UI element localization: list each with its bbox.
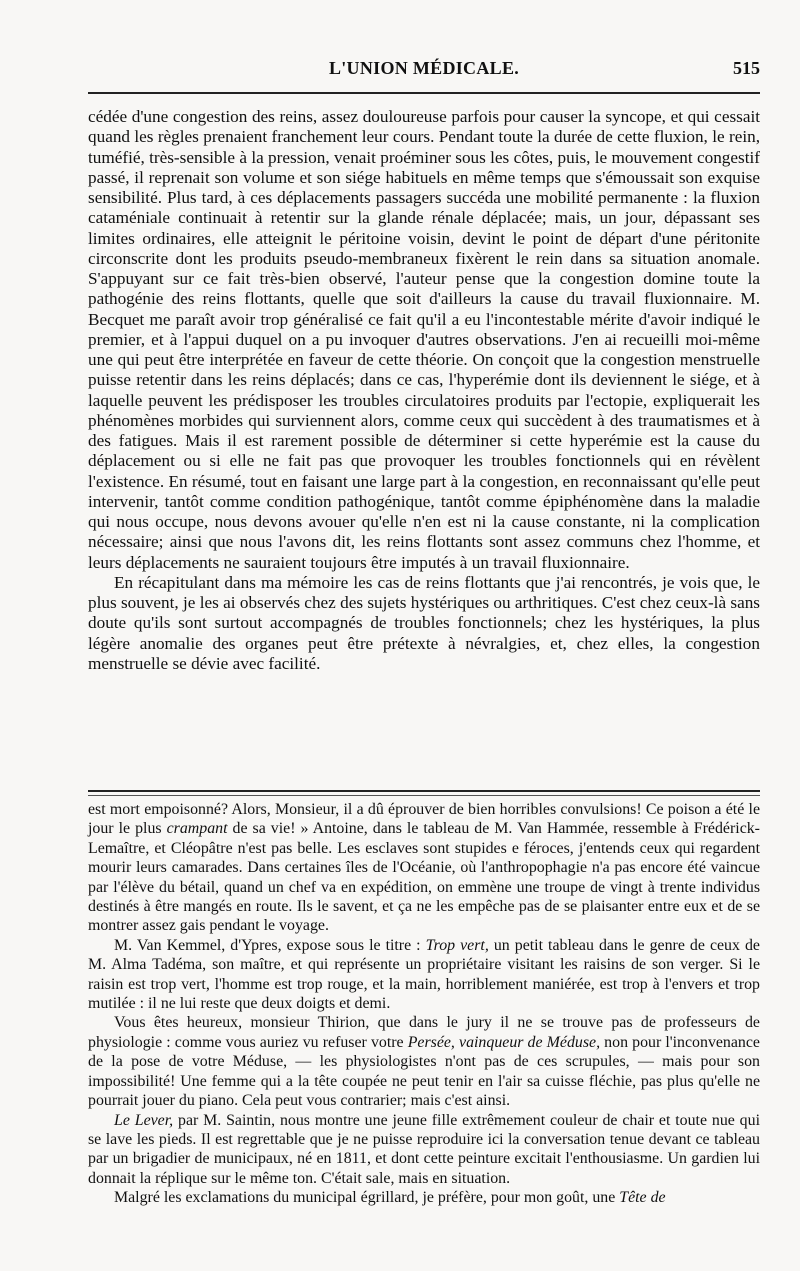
body-paragraph-2: En récapitulant dans ma mémoire les cas de reins flottants que j'ai rencontrés, je vois que, le plus souvent, je les ai observés chez des sujets hystériques ou arthritiques. C'est chez ceux-là sans doute qu'ils sont surtout accompagnés de troubles fonctionnels; chez les hystériques, la plus légère anomalie des organes peut être prétexte à névralgies, et, chez elles, la congestion menstruelle se dévie avec facilité. <box>88 572 760 673</box>
artwork-title: Persée, vainqueur de Méduse, <box>407 1033 601 1051</box>
feuilleton-paragraph-2 <box>88 936 760 1014</box>
artwork-title: Le Lever, <box>114 1111 174 1129</box>
text-run: est mort empoisonné? Alors, Monsieur, il a dû éprouver de bien horribles convulsions! Ce poison a été le jour le plus <box>88 801 760 838</box>
header-rule <box>88 92 760 94</box>
feuilleton-separator-rule <box>88 790 760 796</box>
feuilleton-paragraph-1 <box>88 800 760 936</box>
text-run: Vous êtes heureux, monsieur Thirion, que dans le jury il ne se trouve pas de professeurs de physiologie : comme vous auriez vu refuser votre <box>88 1014 760 1051</box>
body-paragraph-1: cédée d'une congestion des reins, assez douloureuse parfois pour causer la syncope, et qui cessait quand les règles prenaient franchement leur cours. Pendant toute la durée de cette fluxion, le rein, tuméfié, très-sensible à la pression, venait proéminer sous les côtes, puis, le mouvement congestif passé, il reprenait son volume et son siége habituels en même temps que s'émoussait son exquise sensibilité. Plus tard, à ces déplacements passagers succéda une mobilité permanente : la fluxion cataméniale continuait à retentir sur la glande rénale déplacée; mais, un jour, dépassant ses limites ordinaires, elle atteignit le péritoine voisin, devint le point de départ d'une péritonite circonscrite dont les produits pseudo-membraneux fixèrent le rein dans sa situation anomale. S'appuyant sur ce fait très-bien observé, l'auteur pense que la congestion domine toute la pathogénie des reins flottants, quelle que soit d'ailleurs la cause du travail fluxionnaire. M. Becquet me paraît avoir trop généralisé ce fait qu'il a eu l'incontestable mérite d'avoir indiqué le premier, et à l'appui duquel on a pu invoquer d'autres observations. J'en ai recueilli moi-même une qui peut être interprétée en faveur de cette théorie. On conçoit que la congestion menstruelle puisse retentir dans les reins déplacés; dans ce cas, l'hyperémie dont ils deviennent le siége, et à laquelle peuvent les prédisposer les troubles circulatoires produits par l'ectopie, expliquerait les phénomènes morbides qui surviennent alors, comme ceux qui succèdent à des traumatismes et à des fatigues. Mais il est rarement possible de déterminer si cette hyperémie est la cause du déplacement ou si elle ne fait pas que provoquer les troubles fonctionnels qui en révèlent l'existence. En résumé, tout en faisant une large part à la congestion, en reconnaissant qu'elle peut intervenir, tantôt comme condition pathogénique, tantôt comme épiphénomène dans la maladie qui nous occupe, nous devons avouer qu'elle n'en est ni la cause constante, ni la complication nécessaire; ainsi que nous l'avons dit, les reins flottants sont assez communs chez l'homme, et leurs déplacements ne sauraient toujours être imputés à un travail fluxionnaire. <box>88 107 760 572</box>
feuilleton-section <box>88 800 760 1208</box>
artwork-title: Tête de <box>619 1189 666 1207</box>
feuilleton-paragraph-3 <box>88 1013 760 1110</box>
page-header <box>88 58 760 86</box>
main-article-body <box>88 107 760 674</box>
text-run: non pour l'inconvenance de la pose de votre Méduse, — les physiologistes n'ont pas de ces scrupules, — mais pour son impossibilité! Une femme qui a la tête coupée ne peut tenir en l'air sa cuisse fléchie, pas plus qu'elle ne pourrait jouer du piano. Cela peut vous contrarier; mais c'est ainsi. <box>88 1033 760 1110</box>
italic-word: crampant <box>166 820 228 838</box>
text-run: de sa vie! » Antoine, dans le tableau de M. Van Hammée, ressemble à Frédérick-Lemaître, et Cléopâtre n'est pas belle. Les esclaves sont stupides e féroces, j'entends ceux qui regardent mourir leurs camarades. Dans certaines îles de l'Océanie, où l'anthropophagie n'a pas encore été vaincue par l'élève du bétail, quand un chef va en expédition, on emmène une troupe de vingt à trente individus destinés à être mangés en route. Ils le savent, et ça ne les empêche pas de se plaisanter entre eux et de se montrer assez gais pendant le voyage. <box>88 820 760 935</box>
text-run: M. Van Kemmel, d'Ypres, expose sous le titre : <box>114 936 426 954</box>
text-run: un petit tableau dans le genre de ceux de M. Alma Tadéma, son maître, et qui représente un propriétaire visitant les raisins de son verger. Si le raisin est trop vert, l'homme est trop rouge, et la main, horriblement maniérée, est trop à l'envers et trop mutilée : il ne lui reste que deux doigts et demi. <box>88 936 760 1013</box>
feuilleton-paragraph-4 <box>88 1111 760 1189</box>
page-number: 515 <box>733 58 760 78</box>
text-run: Malgré les exclamations du municipal égrillard, je préfère, pour mon goût, une <box>114 1189 620 1207</box>
artwork-title: Trop vert, <box>425 936 489 954</box>
text-run: par M. Saintin, nous montre une jeune fille extrêmement couleur de chair et toute nue qui se lave les pieds. Il est regrettable que je ne puisse reproduire ici la conversation tenue devant ce tableau par un brigadier de municipaux, né en 1811, et dont cette peinture excitait l'enthousiasme. Un gardien lui donnait la réplique sur le même ton. C'était sale, mais en situation. <box>88 1111 760 1187</box>
feuilleton-paragraph-5 <box>88 1188 760 1207</box>
running-title: L'UNION MÉDICALE. <box>328 58 520 78</box>
